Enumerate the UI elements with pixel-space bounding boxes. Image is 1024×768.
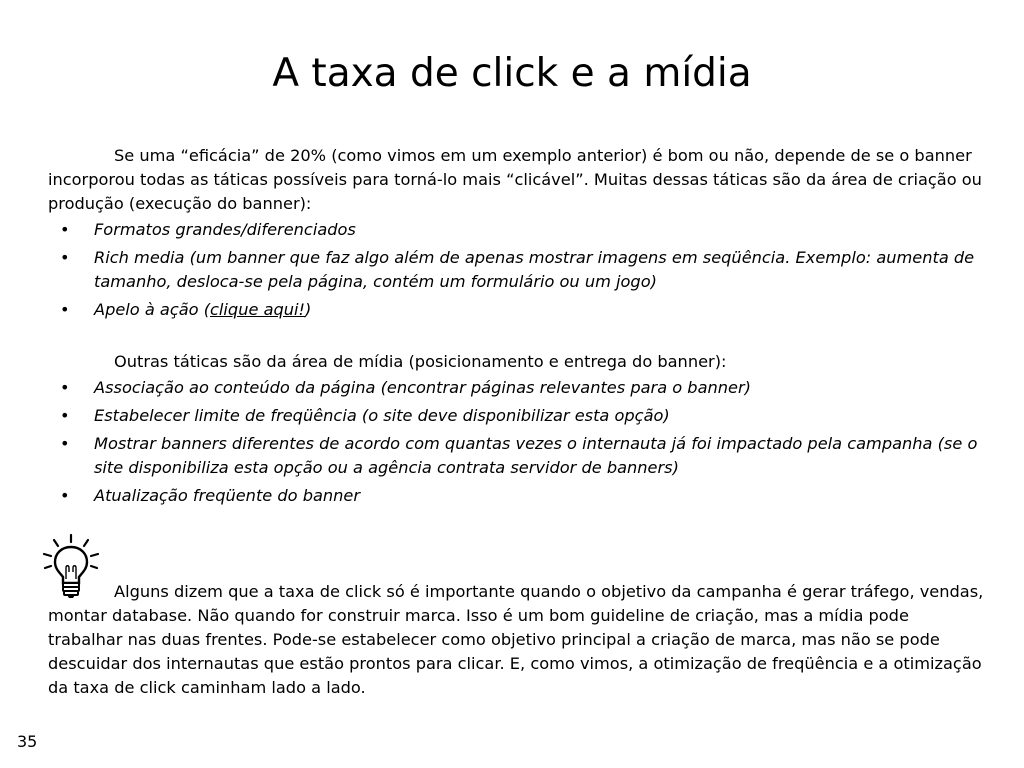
list-item: [48, 484, 988, 508]
tip-block: [48, 532, 988, 700]
list-item-text: Rich media (um banner que faz algo além de apenas mostrar imagens em seqüência. Exemplo: aumenta de tamanho, desloca-se pela página, contém um formulário ou um jogo): [94, 248, 975, 291]
list-item: [48, 432, 988, 480]
cta-suffix: ): [305, 300, 312, 319]
cta-link[interactable]: clique aqui!: [210, 300, 306, 319]
list-item: [48, 246, 988, 294]
list-item-text: Atualização freqüente do banner: [94, 486, 361, 505]
lightbulb-icon: [40, 532, 102, 600]
tip-paragraph: Alguns dizem que a taxa de click só é importante quando o objetivo da campanha é gerar tráfego, vendas, montar database. Não quando for construir marca. Isso é um bom guideline de criação, mas a mídia pode trabalhar nas duas frentes. Pode-se estabelecer como objetivo principal a criação de marca, mas não se pode descuidar dos internautas que estão prontos para clicar. E, como vimos, a otimização de freqüência e a otimização da taxa de click caminham lado a lado.: [48, 582, 984, 697]
bullet-icon: •: [60, 406, 70, 425]
media-tactics-list: [48, 376, 988, 508]
media-intro-paragraph: Outras táticas são da área de mídia (posicionamento e entrega do banner):: [114, 352, 727, 371]
list-item-text: Estabelecer limite de freqüência (o site deve disponibilizar esta opção): [94, 406, 670, 425]
creative-tactics-list: [48, 218, 988, 322]
list-item-text: Formatos grandes/diferenciados: [94, 220, 356, 239]
bullet-icon: •: [60, 378, 70, 397]
bullet-icon: •: [60, 434, 70, 453]
bullet-icon: •: [60, 220, 70, 239]
list-item: [48, 404, 988, 428]
list-item: [48, 218, 988, 242]
intro-paragraph: Se uma “eficácia” de 20% (como vimos em um exemplo anterior) é bom ou não, depende de se o banner incorporou todas as táticas possíveis para torná-lo mais “clicável”. Muitas dessas táticas são da área de criação ou produção (execução do banner):: [48, 146, 982, 213]
spacer: [48, 326, 988, 350]
slide-title: A taxa de click e a mídia: [272, 51, 752, 96]
list-item-text: Associação ao conteúdo da página (encontrar páginas relevantes para o banner): [94, 378, 751, 397]
list-item-text: Mostrar banners diferentes de acordo com quantas vezes o internauta já foi impactado pela campanha (se o site disponibiliza esta opção ou a agência contrata servidor de banners): [94, 434, 978, 477]
list-item: [48, 376, 988, 400]
cta-prefix: Apelo à ação (: [94, 300, 211, 319]
list-item: [48, 298, 988, 322]
bullet-icon: •: [60, 300, 70, 319]
bullet-icon: •: [60, 486, 70, 505]
page-number: 35: [17, 732, 38, 751]
bullet-icon: •: [60, 248, 70, 267]
slide-content: [48, 144, 988, 512]
